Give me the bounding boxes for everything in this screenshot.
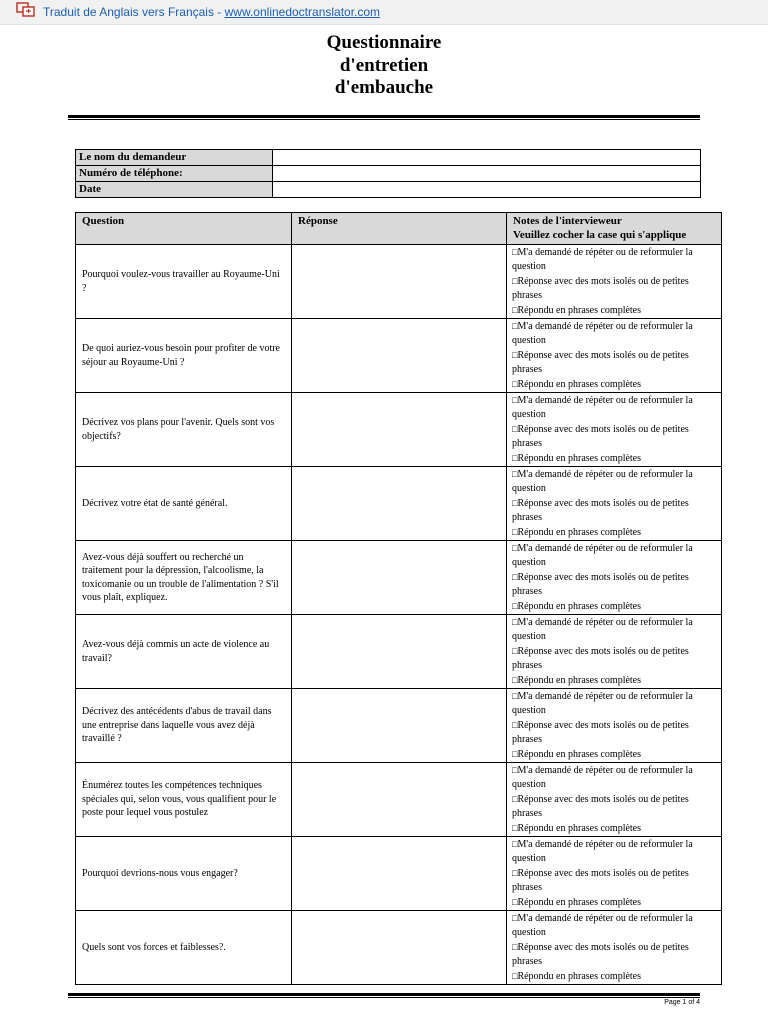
question-cell: Décrivez des antécédents d'abus de travail dans une entreprise dans laquelle vous avez déjà travaillé ? bbox=[76, 689, 292, 763]
question-cell: Décrivez vos plans pour l'avenir. Quels sont vos objectifs? bbox=[76, 393, 292, 467]
notes-option[interactable] bbox=[512, 792, 716, 821]
notes-option-label: M'a demandé de répéter ou de reformuler la question bbox=[512, 543, 693, 568]
checkbox-icon[interactable]: □ bbox=[512, 453, 518, 463]
notes-option[interactable] bbox=[512, 541, 716, 570]
applicant-info-table bbox=[75, 149, 701, 198]
notes-cell bbox=[507, 837, 722, 911]
applicant-name-label: Le nom du demandeur bbox=[76, 150, 273, 166]
notes-cell bbox=[507, 393, 722, 467]
question-cell: Quels sont vos forces et faiblesses?. bbox=[76, 911, 292, 985]
footer-divider bbox=[68, 993, 700, 998]
answer-cell[interactable] bbox=[292, 837, 507, 911]
notes-option-label: Répondu en phrases complètes bbox=[517, 379, 642, 390]
checkbox-icon[interactable]: □ bbox=[512, 469, 518, 479]
answer-cell[interactable] bbox=[292, 393, 507, 467]
checkbox-icon[interactable]: □ bbox=[512, 675, 518, 685]
notes-cell bbox=[507, 319, 722, 393]
notes-option[interactable] bbox=[512, 319, 716, 348]
notes-option[interactable] bbox=[512, 570, 716, 599]
question-cell: Pourquoi devrions-nous vous engager? bbox=[76, 837, 292, 911]
notes-option[interactable] bbox=[512, 496, 716, 525]
notes-option[interactable] bbox=[512, 393, 716, 422]
checkbox-icon[interactable]: □ bbox=[512, 765, 518, 775]
date-label: Date bbox=[76, 182, 273, 198]
notes-cell bbox=[507, 911, 722, 985]
notes-option-label: Réponse avec des mots isolés ou de petites phrases bbox=[512, 498, 689, 523]
notes-option[interactable] bbox=[512, 866, 716, 895]
notes-option-label: Réponse avec des mots isolés ou de petites phrases bbox=[512, 794, 689, 819]
notes-cell bbox=[507, 245, 722, 319]
notes-option-label: M'a demandé de répéter ou de reformuler la question bbox=[512, 691, 693, 716]
question-cell: Avez-vous déjà souffert ou recherché un traitement pour la dépression, l'alcoolisme, la toxicomanie ou un trouble de l'alimentation ? S'il vous plaît, expliquez. bbox=[76, 541, 292, 615]
table-row bbox=[76, 245, 722, 319]
table-row bbox=[76, 393, 722, 467]
checkbox-icon[interactable]: □ bbox=[512, 617, 518, 627]
header-divider bbox=[68, 115, 700, 120]
checkbox-icon[interactable]: □ bbox=[512, 350, 518, 360]
checkbox-icon[interactable]: □ bbox=[512, 601, 518, 611]
notes-option-label: Répondu en phrases complètes bbox=[517, 453, 642, 464]
answer-cell[interactable] bbox=[292, 911, 507, 985]
notes-option-label: M'a demandé de répéter ou de reformuler la question bbox=[512, 617, 693, 642]
checkbox-icon[interactable]: □ bbox=[512, 971, 518, 981]
translator-logo-icon bbox=[16, 2, 36, 18]
notes-option-label: M'a demandé de répéter ou de reformuler la question bbox=[512, 839, 693, 864]
table-row bbox=[76, 467, 722, 541]
notes-option-label: Répondu en phrases complètes bbox=[517, 305, 642, 316]
translation-banner bbox=[0, 0, 768, 25]
checkbox-icon[interactable]: □ bbox=[512, 424, 518, 434]
notes-option-label: Réponse avec des mots isolés ou de petites phrases bbox=[512, 942, 689, 967]
answer-cell[interactable] bbox=[292, 319, 507, 393]
applicant-row-name bbox=[76, 150, 701, 166]
question-cell: Pourquoi voulez-vous travailler au Royaume-Uni ? bbox=[76, 245, 292, 319]
notes-option[interactable] bbox=[512, 940, 716, 969]
checkbox-icon[interactable]: □ bbox=[512, 942, 518, 952]
notes-option-label: Réponse avec des mots isolés ou de petites phrases bbox=[512, 276, 689, 301]
applicant-row-phone bbox=[76, 166, 701, 182]
notes-option[interactable] bbox=[512, 599, 716, 614]
notes-option-label: Répondu en phrases complètes bbox=[517, 675, 642, 686]
table-header-row bbox=[76, 213, 722, 245]
notes-option[interactable] bbox=[512, 718, 716, 747]
notes-option-label: Réponse avec des mots isolés ou de petites phrases bbox=[512, 350, 689, 375]
notes-option[interactable] bbox=[512, 689, 716, 718]
notes-option-label: Répondu en phrases complètes bbox=[517, 601, 642, 612]
checkbox-icon[interactable]: □ bbox=[512, 395, 518, 405]
table-row bbox=[76, 319, 722, 393]
checkbox-icon[interactable]: □ bbox=[512, 498, 518, 508]
notes-option-label: Répondu en phrases complètes bbox=[517, 897, 642, 908]
notes-option[interactable] bbox=[512, 644, 716, 673]
notes-option[interactable] bbox=[512, 673, 716, 688]
notes-option[interactable] bbox=[512, 969, 716, 984]
table-row bbox=[76, 837, 722, 911]
notes-option[interactable] bbox=[512, 467, 716, 496]
notes-option-label: Réponse avec des mots isolés ou de petites phrases bbox=[512, 720, 689, 745]
notes-option-label: Réponse avec des mots isolés ou de petites phrases bbox=[512, 868, 689, 893]
question-cell: Énumérez toutes les compétences techniques spéciales qui, selon vous, vous qualifient pour le poste pour lequel vous postulez bbox=[76, 763, 292, 837]
notes-column-header: Notes de l'intervieweur Veuillez cocher la case qui s'applique bbox=[507, 213, 722, 245]
interview-questions-table bbox=[75, 212, 722, 985]
checkbox-icon[interactable]: □ bbox=[512, 527, 518, 537]
question-cell: Décrivez votre état de santé général. bbox=[76, 467, 292, 541]
notes-option[interactable] bbox=[512, 911, 716, 940]
notes-option[interactable] bbox=[512, 895, 716, 910]
applicant-row-date bbox=[76, 182, 701, 198]
answer-cell[interactable] bbox=[292, 689, 507, 763]
notes-option-label: Réponse avec des mots isolés ou de petites phrases bbox=[512, 572, 689, 597]
notes-option[interactable] bbox=[512, 747, 716, 762]
phone-label: Numéro de téléphone: bbox=[76, 166, 273, 182]
notes-option[interactable] bbox=[512, 615, 716, 644]
checkbox-icon[interactable]: □ bbox=[512, 321, 518, 331]
answer-cell[interactable] bbox=[292, 245, 507, 319]
notes-option-label: Répondu en phrases complètes bbox=[517, 823, 642, 834]
notes-option[interactable] bbox=[512, 377, 716, 392]
question-cell: Avez-vous déjà commis un acte de violence au travail? bbox=[76, 615, 292, 689]
notes-option-label: Réponse avec des mots isolés ou de petites phrases bbox=[512, 424, 689, 449]
notes-option-label: M'a demandé de répéter ou de reformuler la question bbox=[512, 765, 693, 790]
notes-cell bbox=[507, 541, 722, 615]
document-title: Questionnaire d'entretien d'embauche bbox=[326, 32, 442, 98]
checkbox-icon[interactable]: □ bbox=[512, 572, 518, 582]
checkbox-icon[interactable]: □ bbox=[512, 794, 518, 804]
notes-option-label: Répondu en phrases complètes bbox=[517, 749, 642, 760]
date-field[interactable] bbox=[273, 182, 701, 198]
checkbox-icon[interactable]: □ bbox=[512, 276, 518, 286]
notes-option[interactable] bbox=[512, 525, 716, 540]
phone-field[interactable] bbox=[273, 166, 701, 182]
notes-cell bbox=[507, 615, 722, 689]
notes-option[interactable] bbox=[512, 303, 716, 318]
applicant-name-field[interactable] bbox=[273, 150, 701, 166]
notes-option[interactable] bbox=[512, 763, 716, 792]
answer-cell[interactable] bbox=[292, 615, 507, 689]
notes-option[interactable] bbox=[512, 245, 716, 274]
translator-link[interactable]: www.onlinedoctranslator.com bbox=[224, 5, 381, 19]
notes-option-label: M'a demandé de répéter ou de reformuler la question bbox=[512, 247, 693, 272]
notes-option[interactable] bbox=[512, 348, 716, 377]
table-row bbox=[76, 615, 722, 689]
checkbox-icon[interactable]: □ bbox=[512, 646, 518, 656]
notes-cell bbox=[507, 689, 722, 763]
checkbox-icon[interactable]: □ bbox=[512, 749, 518, 759]
notes-option-label: Répondu en phrases complètes bbox=[517, 527, 642, 538]
answer-column-header: Réponse bbox=[292, 213, 507, 245]
notes-option-label: Répondu en phrases complètes bbox=[517, 971, 642, 982]
answer-cell[interactable] bbox=[292, 467, 507, 541]
notes-option-label: M'a demandé de répéter ou de reformuler la question bbox=[512, 395, 693, 420]
notes-cell bbox=[507, 763, 722, 837]
answer-cell[interactable] bbox=[292, 763, 507, 837]
checkbox-icon[interactable]: □ bbox=[512, 720, 518, 730]
notes-option[interactable] bbox=[512, 837, 716, 866]
notes-option-label: Réponse avec des mots isolés ou de petites phrases bbox=[512, 646, 689, 671]
notes-option[interactable] bbox=[512, 274, 716, 303]
checkbox-icon[interactable]: □ bbox=[512, 247, 518, 257]
banner-text: Traduit de Anglais vers Français - www.onlinedoctranslator.com bbox=[43, 5, 381, 19]
checkbox-icon[interactable]: □ bbox=[512, 379, 518, 389]
table-row bbox=[76, 911, 722, 985]
checkbox-icon[interactable]: □ bbox=[512, 305, 518, 315]
checkbox-icon[interactable]: □ bbox=[512, 823, 518, 833]
checkbox-icon[interactable]: □ bbox=[512, 897, 518, 907]
checkbox-icon[interactable]: □ bbox=[512, 868, 518, 878]
table-row bbox=[76, 689, 722, 763]
checkbox-icon[interactable]: □ bbox=[512, 913, 518, 923]
table-row bbox=[76, 541, 722, 615]
notes-cell bbox=[507, 467, 722, 541]
page-number: Page 1 of 4 bbox=[664, 999, 700, 1006]
notes-option[interactable] bbox=[512, 821, 716, 836]
notes-option[interactable] bbox=[512, 422, 716, 451]
notes-option[interactable] bbox=[512, 451, 716, 466]
checkbox-icon[interactable]: □ bbox=[512, 691, 518, 701]
checkbox-icon[interactable]: □ bbox=[512, 543, 518, 553]
notes-option-label: M'a demandé de répéter ou de reformuler la question bbox=[512, 321, 693, 346]
checkbox-icon[interactable]: □ bbox=[512, 839, 518, 849]
table-row bbox=[76, 763, 722, 837]
answer-cell[interactable] bbox=[292, 541, 507, 615]
question-column-header: Question bbox=[76, 213, 292, 245]
question-cell: De quoi auriez-vous besoin pour profiter de votre séjour au Royaume-Uni ? bbox=[76, 319, 292, 393]
notes-option-label: M'a demandé de répéter ou de reformuler la question bbox=[512, 913, 693, 938]
notes-option-label: M'a demandé de répéter ou de reformuler la question bbox=[512, 469, 693, 494]
